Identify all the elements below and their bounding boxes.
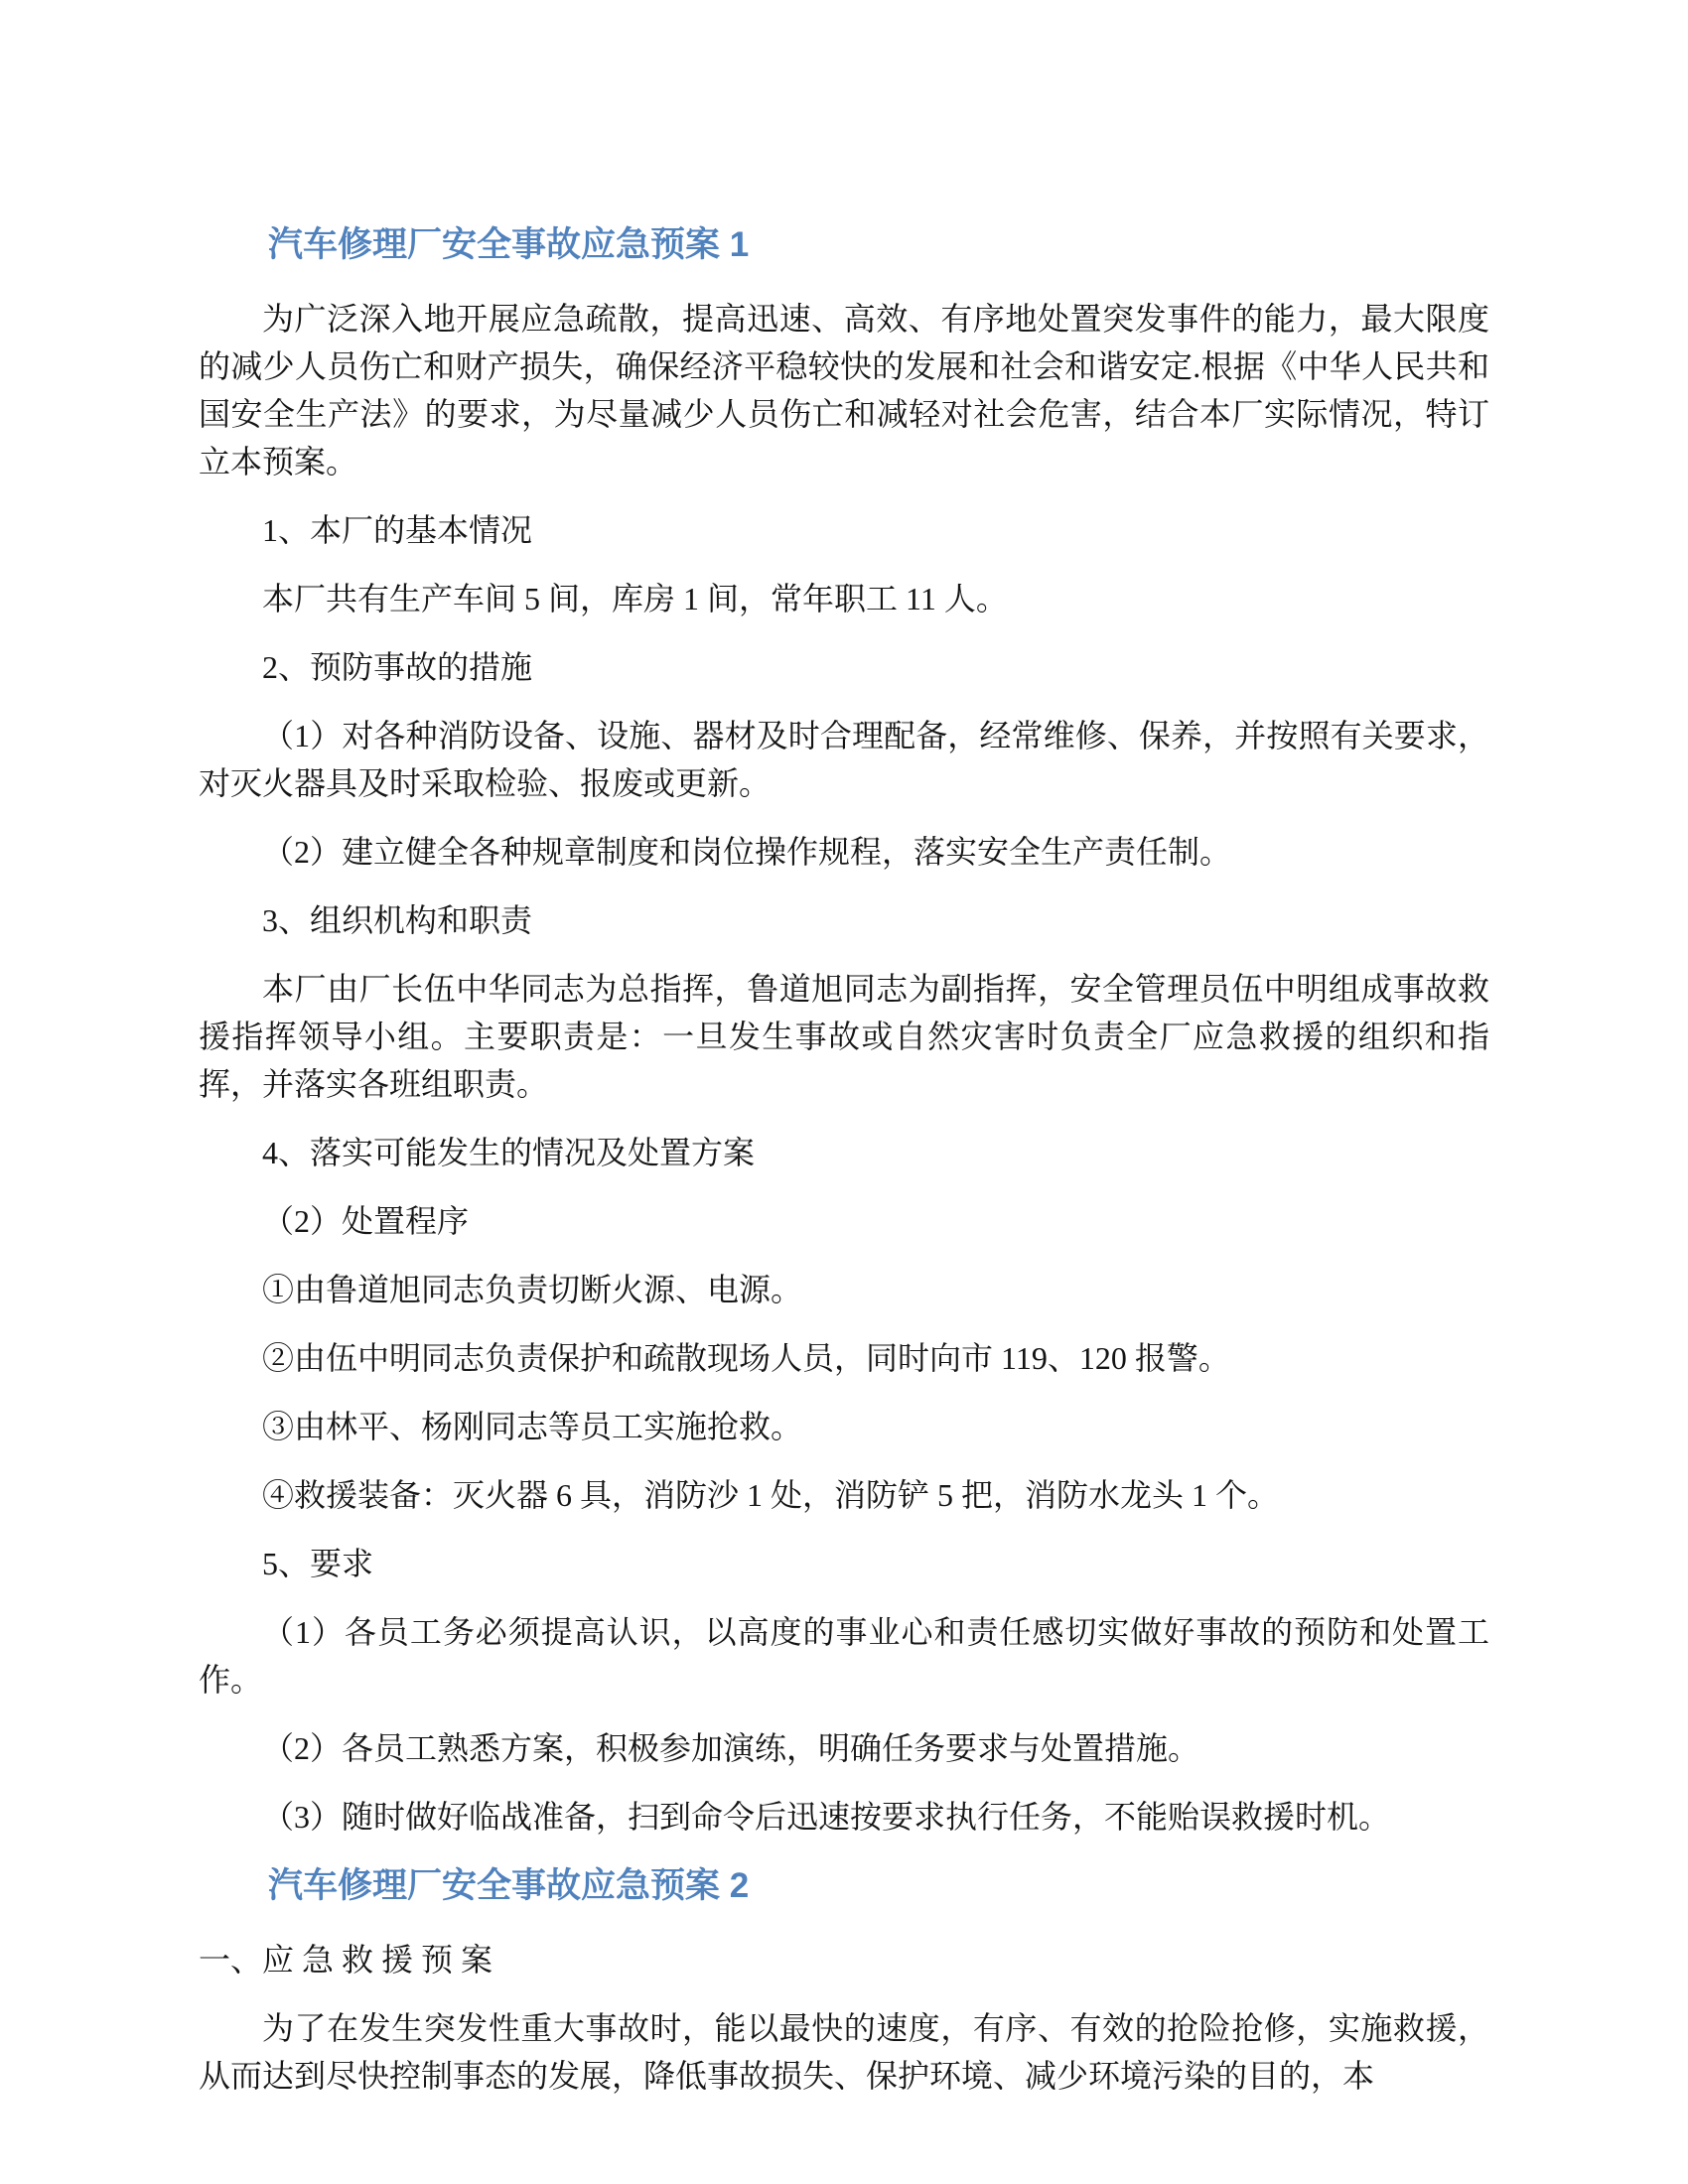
circled-item-4: ④救援装备：灭火器 6 具，消防沙 1 处，消防铲 5 把，消防水龙头 1 个。 <box>262 1476 1280 1513</box>
paragraph: 本厂共有生产车间 5 间，库房 1 间，常年职工 11 人。 <box>262 580 1008 616</box>
sub-item: （3）随时做好临战准备，扫到命令后迅速按要求执行任务，不能贻误救援时机。 <box>262 1798 1391 1835</box>
circled-item-2: ②由伍中明同志负责保护和疏散现场人员，同时向市 119、120 报警。 <box>262 1339 1230 1376</box>
section1-title: 汽车修理厂安全事故应急预案 1 <box>268 225 750 264</box>
list-item-4: 4、落实可能发生的情况及处置方案 <box>262 1134 756 1170</box>
section2-subheading: 一、应 急 救 援 预 案 <box>199 1941 493 1978</box>
list-item-3: 3、组织机构和职责 <box>262 901 533 938</box>
sub-item: （1）对各种消防设备、设施、器材及时合理配备，经常维修、保养，并按照有关要求，对灭火器具及时采取检验、报废或更新。 <box>199 717 1489 801</box>
sub-item: （2）建立健全各种规章制度和岗位操作规程，落实安全生产责任制。 <box>262 833 1232 870</box>
paragraph-intro: 为广泛深入地开展应急疏散，提高迅速、高效、有序地处置突发事件的能力，最大限度的减少人员伤亡和财产损失，确保经济平稳较快的发展和社会和谐安定.根据《中华人民共和国安全生产法》的要求，为尽量减少人员伤亡和减轻对社会危害，结合本厂实际情况，特订立本预案。 <box>199 300 1489 479</box>
list-item-2: 2、预防事故的措施 <box>262 648 533 685</box>
circled-item-3: ③由林平、杨刚同志等员工实施抢救。 <box>262 1408 803 1444</box>
section2-title: 汽车修理厂安全事故应急预案 2 <box>268 1865 750 1905</box>
sub-item: （2）处置程序 <box>262 1202 470 1239</box>
circled-item-1: ①由鲁道旭同志负责切断火源、电源。 <box>262 1271 803 1307</box>
list-item-1: 1、本厂的基本情况 <box>262 511 533 548</box>
list-item-5: 5、要求 <box>262 1545 374 1581</box>
sub-item: （1）各员工务必须提高认识，以高度的事业心和责任感切实做好事故的预防和处置工作。 <box>199 1613 1489 1698</box>
paragraph: 为了在发生突发性重大事故时，能以最快的速度，有序、有效的抢险抢修，实施救援，从而达到尽快控制事态的发展，降低事故损失、保护环境、减少环境污染的目的，本 <box>199 2009 1489 2094</box>
sub-item: （2）各员工熟悉方案，积极参加演练，明确任务要求与处置措施。 <box>262 1729 1200 1766</box>
paragraph: 本厂由厂长伍中华同志为总指挥，鲁道旭同志为副指挥，安全管理员伍中明组成事故救援指挥领导小组。主要职责是：一旦发生事故或自然灾害时负责全厂应急救援的组织和指挥，并落实各班组职责。 <box>199 970 1489 1102</box>
